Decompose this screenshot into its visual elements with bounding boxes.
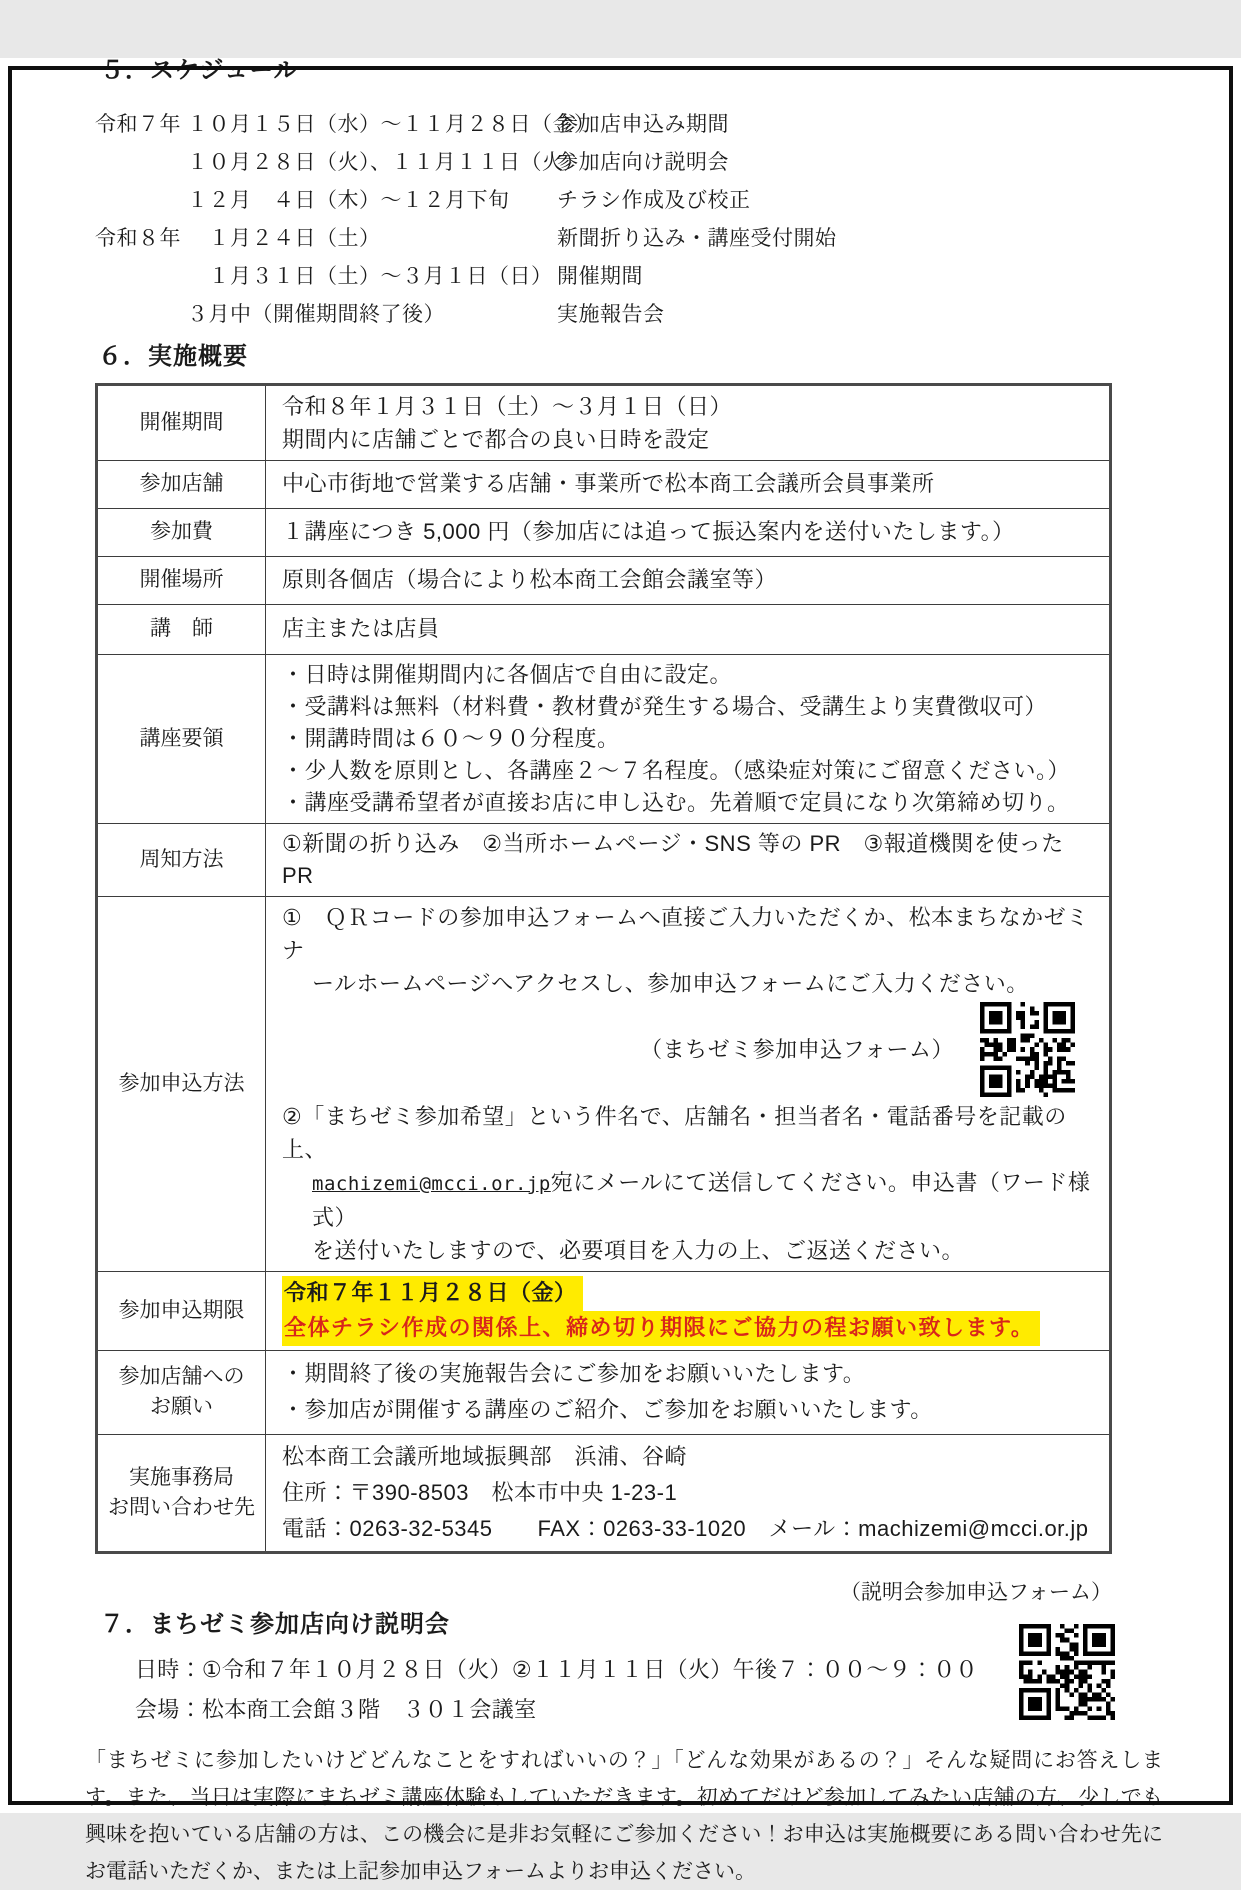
bullet-item: ・期間終了後の実施報告会にご参加をお願いいたします。 — [282, 1361, 866, 1387]
table-row — [97, 654, 1111, 823]
table-row — [97, 384, 1111, 460]
cell-text: 店主または店員 — [266, 604, 1111, 654]
schedule-row — [95, 218, 1241, 256]
schedule-era: 令和８年 — [95, 227, 181, 251]
schedule-desc: 開催期間 — [557, 265, 643, 289]
schedule-date: ３月中（開催期間終了後） — [187, 303, 445, 327]
schedule-row — [95, 294, 1241, 332]
schedule-row — [95, 180, 1241, 218]
row-label: 講 師 — [97, 604, 266, 654]
row-label: 開催場所 — [97, 556, 266, 604]
section5-heading: ５．スケジュール — [100, 57, 299, 84]
section7 — [0, 1612, 1241, 1724]
schedule-date: １２月 ４日（木）～１２月下旬 — [187, 189, 510, 213]
schedule-date: １０月２８日（火）、１１月１１日（火） — [187, 151, 585, 175]
table-row — [97, 508, 1111, 556]
office-address: 住所：〒390-8503 松本市中央 1-23-1 — [282, 1479, 678, 1505]
schedule-date: １月２４日（土） — [187, 227, 381, 251]
row-label: 参加申込期限 — [97, 1271, 266, 1350]
cell-text: 原則各個店（場合により松本商工会館会議室等） — [266, 556, 1111, 604]
bullet-item: ・講座受講希望者が直接お店に申し込む。先着順で定員になり次第締め切り。 — [282, 789, 1070, 815]
table-row — [97, 896, 1111, 1271]
qr-code-machizemi-form — [980, 1002, 1075, 1097]
schedule-row — [95, 104, 1241, 142]
qr-caption: （まちゼミ参加申込フォーム） — [640, 1036, 954, 1062]
schedule-date: １０月１５日（水）～１１月２８日（金） — [187, 113, 596, 137]
section6-heading: ６．実施概要 — [98, 343, 248, 371]
row-label: 参加申込方法 — [97, 896, 266, 1271]
bullet-item: ・日時は開催期間内に各個店で自由に設定。 — [282, 661, 733, 687]
table-row — [97, 556, 1111, 604]
cell-text: ①新聞の折り込み ②当所ホームページ・SNS 等の PR ③報道機関を使った PR — [266, 823, 1111, 896]
table-row — [97, 1350, 1111, 1434]
briefing-venue: 会場：松本商工会館３階 ３０１会議室 — [135, 1697, 537, 1723]
briefing-datetime: 日時：①令和７年１０月２８日（火）②１１月１１日（火）午後７：００～９：００ — [135, 1657, 978, 1683]
schedule-row — [95, 256, 1241, 294]
bullet-item: ・受講料は無料（材料費・教材費が発生する場合、受講生より実費徴収可） — [282, 693, 1048, 719]
table-row — [97, 1434, 1111, 1552]
bullet-item: ・参加店が開催する講座のご紹介、ご参加をお願いいたします。 — [282, 1397, 933, 1423]
deadline-warning-highlight: 全体チラシ作成の関係上、締め切り期限にご協力の程お願い致します。 — [282, 1311, 1040, 1346]
cell-text: 令和８年１月３１日（土）～３月１日（日） — [282, 393, 733, 419]
bullet-item: ・開講時間は６０～９０分程度。 — [282, 725, 620, 751]
table-row — [97, 1271, 1111, 1350]
table-row — [97, 604, 1111, 654]
cell-text: 期間内に店舗ごとで都合の良い日時を設定 — [282, 426, 710, 452]
table-row — [97, 823, 1111, 896]
bullet-item: ・少人数を原則とし、各講座２～７名程度。（感染症対策にご留意ください。） — [282, 757, 1071, 783]
row-label: お願い — [150, 1395, 213, 1419]
briefing-form-note: （説明会参加申込フォーム） — [840, 1580, 1112, 1604]
schedule-era: 令和７年 — [95, 113, 181, 137]
schedule-list — [95, 104, 1241, 332]
apply-method-2: ②「まちゼミ参加希望」という件名で、店舗名・担当者名・電話番号を記載の上、 machizemi@mcci.or.jp宛にメールにて送信してください。申込書（ワード様式） を送付いたしますので、必要項目を入力の上、ご返送ください。 — [282, 1103, 1091, 1263]
row-label: 参加店舗 — [97, 460, 266, 508]
row-label: 参加費 — [97, 508, 266, 556]
apply-method-1: ① ＱＲコードの参加申込フォームへ直接ご入力いただくか、松本まちなかゼミナ ールホームページへアクセスし、参加申込フォームにご入力ください。 — [282, 904, 1089, 996]
row-label: お問い合わせ先 — [108, 1495, 255, 1519]
office-line: 松本商工会議所地域振興部 浜浦、谷崎 — [282, 1443, 688, 1469]
closing-paragraph: 「まちゼミに参加したいけどどんなことをすればいいの？」「どんな効果があるの？」そんな疑問にお答えします。また、当日は実際にまちゼミ講座体験もしていただきます。初めてだけど参加してみたい店舗の方、少しでも興味を抱いている店舗の方は、この機会に是非お気軽にご参加ください！お申込は実施概要にある問い合わせ先にお電話いただくか、または上記参加申込フォームよりお申込ください。 — [85, 1749, 1163, 1884]
schedule-row — [95, 142, 1241, 180]
schedule-desc: 実施報告会 — [557, 303, 665, 327]
document-page — [0, 57, 1241, 1884]
overview-table — [95, 383, 1112, 1554]
cell-text: 中心市街地で営業する店舗・事業所で松本商工会議所会員事業所 — [266, 460, 1111, 508]
email-link[interactable]: machizemi@mcci.or.jp — [312, 1172, 551, 1195]
row-label: 周知方法 — [97, 823, 266, 896]
row-label: 実施事務局 — [129, 1465, 234, 1489]
office-contact: 電話：0263-32-5345 FAX：0263-33-1020 メール：machizemi@mcci.or.jp — [282, 1515, 1089, 1541]
deadline-highlight: 令和７年１１月２８日（金） — [282, 1276, 583, 1311]
qr-form-row — [282, 1000, 1101, 1100]
section7-heading: ７．まちゼミ参加店向け説明会 — [100, 1610, 450, 1638]
row-label: 参加店舗への — [118, 1365, 245, 1389]
qr-code-briefing-form — [1019, 1624, 1115, 1720]
schedule-desc: 参加店申込み期間 — [557, 113, 729, 137]
schedule-date: １月３１日（土）～３月１日（日） — [187, 265, 553, 289]
schedule-desc: 新聞折り込み・講座受付開始 — [557, 227, 837, 251]
table-row — [97, 460, 1111, 508]
cell-text: １講座につき 5,000 円（参加店には追って振込案内を送付いたします。） — [266, 508, 1111, 556]
row-label: 開催期間 — [97, 384, 266, 460]
schedule-desc: 参加店向け説明会 — [557, 151, 729, 175]
row-label: 講座要領 — [97, 654, 266, 823]
schedule-desc: チラシ作成及び校正 — [557, 189, 751, 213]
